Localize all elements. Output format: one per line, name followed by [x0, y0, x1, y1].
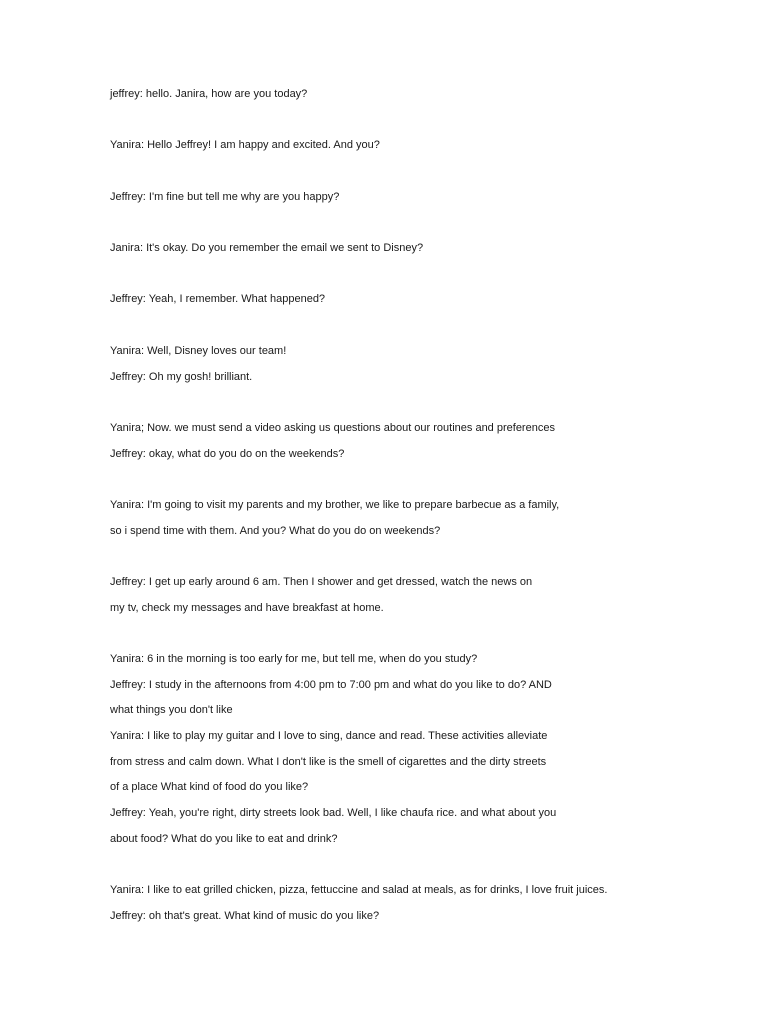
dialogue-line: Jeffrey: I study in the afternoons from 4:00 pm to 7:00 pm and what do you like to do? AND [110, 679, 552, 691]
dialogue-line: Jeffrey: Yeah, you're right, dirty streets look bad. Well, I like chaufa rice. and what about you [110, 807, 557, 819]
dialogue-line: Yanira: I like to eat grilled chicken, pizza, fettuccine and salad at meals, as for drinks, I love fruit juices. [110, 884, 608, 896]
dialogue-line: my tv, check my messages and have breakfast at home. [110, 602, 384, 614]
dialogue-line: Yanira: Well, Disney loves our team! [110, 345, 287, 357]
dialogue-line: Yanira; Now. we must send a video asking us questions about our routines and preferences [110, 422, 555, 434]
dialogue-line: of a place What kind of food do you like? [110, 781, 309, 793]
dialogue-line: from stress and calm down. What I don't like is the smell of cigarettes and the dirty streets [110, 756, 547, 768]
dialogue-line: Yanira: Hello Jeffrey! I am happy and excited. And you? [110, 139, 380, 151]
dialogue-line: so i spend time with them. And you? What do you do on weekends? [110, 525, 441, 537]
dialogue-line: jeffrey: hello. Janira, how are you today? [110, 88, 308, 100]
dialogue-line: Yanira: I'm going to visit my parents and my brother, we like to prepare barbecue as a family, [110, 499, 560, 511]
dialogue-line: Jeffrey: I get up early around 6 am. Then I shower and get dressed, watch the news on [110, 576, 533, 588]
dialogue-line: Jeffrey: okay, what do you do on the weekends? [110, 448, 345, 460]
dialogue-line: Jeffrey: oh that's great. What kind of music do you like? [110, 910, 380, 922]
dialogue-line: Jeffrey: I'm fine but tell me why are you happy? [110, 191, 340, 203]
dialogue-line: Yanira: I like to play my guitar and I love to sing, dance and read. These activities alleviate [110, 730, 548, 742]
dialogue-line: Jeffrey: Oh my gosh! brilliant. [110, 371, 253, 383]
dialogue-line: about food? What do you like to eat and drink? [110, 833, 338, 845]
dialogue-line: Janira: It's okay. Do you remember the email we sent to Disney? [110, 242, 424, 254]
dialogue-line: Yanira: 6 in the morning is too early for me, but tell me, when do you study? [110, 653, 478, 665]
dialogue-line: what things you don't like [110, 704, 233, 716]
dialogue-line: Jeffrey: Yeah, I remember. What happened? [110, 293, 326, 305]
